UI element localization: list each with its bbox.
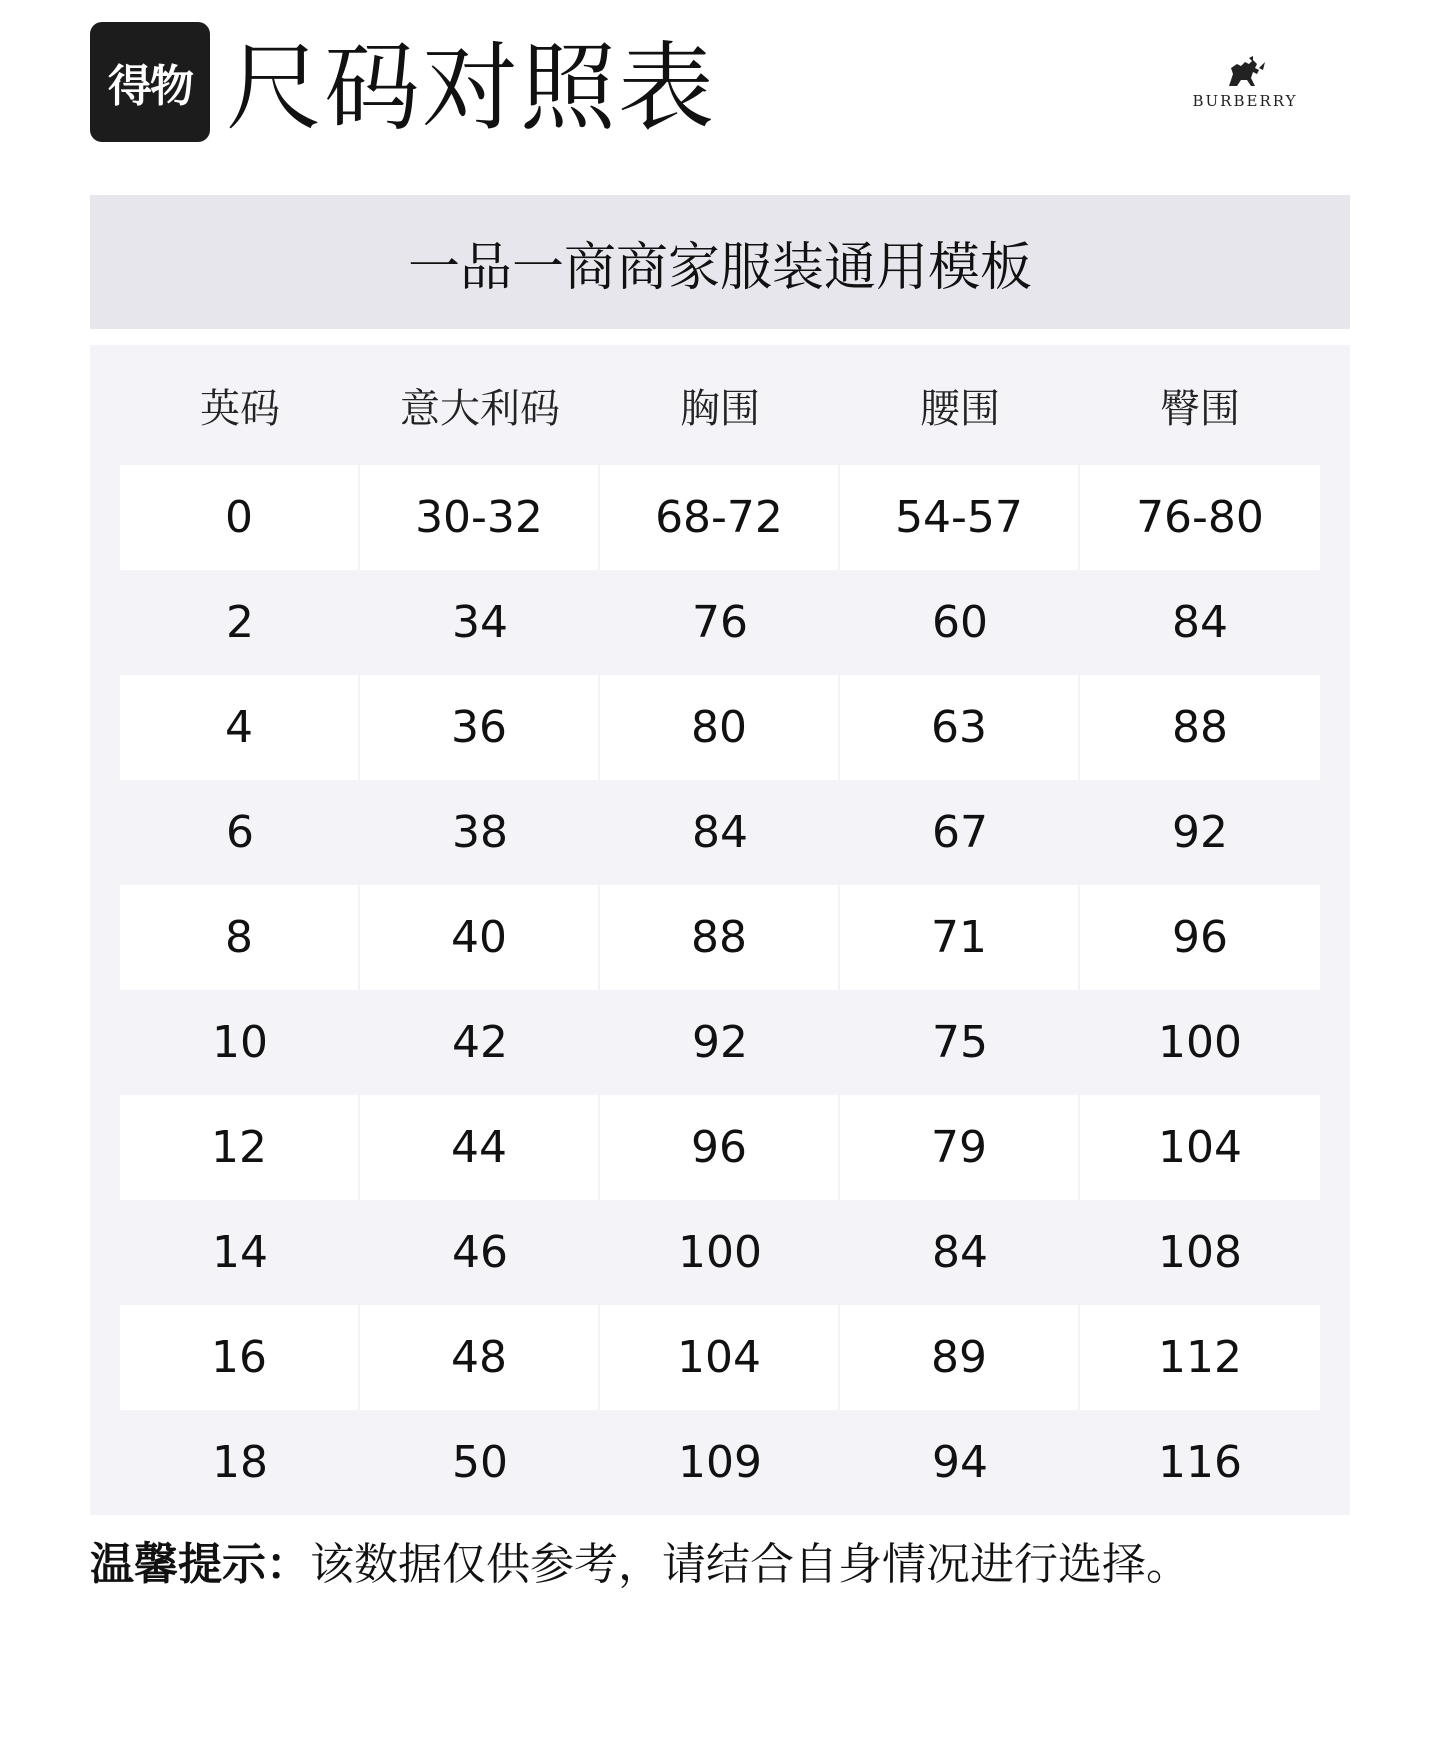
table-cell: 67 <box>932 807 988 858</box>
table-cell: 116 <box>1158 1437 1242 1488</box>
table-cell: 96 <box>600 1095 840 1200</box>
template-banner: 一品一商商家服装通用模板 <box>90 195 1350 329</box>
table-cell: 34 <box>452 597 508 648</box>
table-row <box>120 1305 1320 1410</box>
table-body <box>120 465 1320 1515</box>
table-cell: 6 <box>226 807 254 858</box>
table-cell: 0 <box>120 465 360 570</box>
table-row <box>120 780 1320 885</box>
table-cell: 84 <box>692 807 748 858</box>
table-cell: 12 <box>120 1095 360 1200</box>
table-cell: 4 <box>120 675 360 780</box>
table-cell: 18 <box>212 1437 268 1488</box>
table-cell: 80 <box>600 675 840 780</box>
footer-note-text: 该数据仅供参考，请结合自身情况进行选择。 <box>310 1539 1190 1590</box>
table-cell: 30-32 <box>360 465 600 570</box>
table-cell: 89 <box>840 1305 1080 1410</box>
table-cell: 92 <box>1172 807 1228 858</box>
table-cell: 76-80 <box>1080 465 1320 570</box>
table-cell: 2 <box>226 597 254 648</box>
table-cell: 50 <box>452 1437 508 1488</box>
page-header <box>90 22 1350 152</box>
table-cell: 36 <box>360 675 600 780</box>
table-row <box>120 570 1320 675</box>
column-header: 臀围 <box>1160 385 1240 432</box>
table-cell: 92 <box>692 1017 748 1068</box>
table-cell: 84 <box>1172 597 1228 648</box>
table-row <box>120 885 1320 990</box>
table-row <box>120 1410 1320 1515</box>
table-cell: 16 <box>120 1305 360 1410</box>
table-cell: 54-57 <box>840 465 1080 570</box>
table-cell: 79 <box>840 1095 1080 1200</box>
table-cell: 104 <box>1080 1095 1320 1200</box>
table-cell: 88 <box>600 885 840 990</box>
table-row <box>120 1200 1320 1305</box>
table-cell: 71 <box>840 885 1080 990</box>
column-header: 英码 <box>200 385 280 432</box>
table-row <box>120 675 1320 780</box>
table-cell: 8 <box>120 885 360 990</box>
table-cell: 63 <box>840 675 1080 780</box>
table-cell: 109 <box>678 1437 762 1488</box>
table-cell: 10 <box>212 1017 268 1068</box>
table-cell: 48 <box>360 1305 600 1410</box>
column-header: 胸围 <box>680 385 760 432</box>
table-row <box>120 1095 1320 1200</box>
table-cell: 96 <box>1080 885 1320 990</box>
table-cell: 104 <box>600 1305 840 1410</box>
table-cell: 94 <box>932 1437 988 1488</box>
table-cell: 42 <box>452 1017 508 1068</box>
table-cell: 100 <box>678 1227 762 1278</box>
table-cell: 108 <box>1158 1227 1242 1278</box>
table-cell: 44 <box>360 1095 600 1200</box>
size-chart-table <box>90 345 1350 1515</box>
knight-horse-icon <box>1223 56 1267 90</box>
table-cell: 112 <box>1080 1305 1320 1410</box>
brand-name: BURBERRY <box>1192 92 1298 110</box>
table-cell: 68-72 <box>600 465 840 570</box>
table-cell: 46 <box>452 1227 508 1278</box>
table-cell: 38 <box>452 807 508 858</box>
column-header: 意大利码 <box>400 385 560 432</box>
table-header-row <box>120 345 1320 465</box>
table-row <box>120 465 1320 570</box>
table-cell: 14 <box>212 1227 268 1278</box>
table-cell: 75 <box>932 1017 988 1068</box>
footer-note-label: 温馨提示： <box>90 1539 310 1590</box>
footer-note <box>90 1530 1190 1600</box>
page-title: 尺码对照表 <box>226 32 716 144</box>
dewu-app-logo: 得物 <box>90 22 210 142</box>
table-cell: 60 <box>932 597 988 648</box>
table-row <box>120 990 1320 1095</box>
table-cell: 84 <box>932 1227 988 1278</box>
table-cell: 76 <box>692 597 748 648</box>
column-header: 腰围 <box>920 385 1000 432</box>
table-cell: 100 <box>1158 1017 1242 1068</box>
table-cell: 88 <box>1080 675 1320 780</box>
table-cell: 40 <box>360 885 600 990</box>
brand-logo <box>1170 56 1320 116</box>
